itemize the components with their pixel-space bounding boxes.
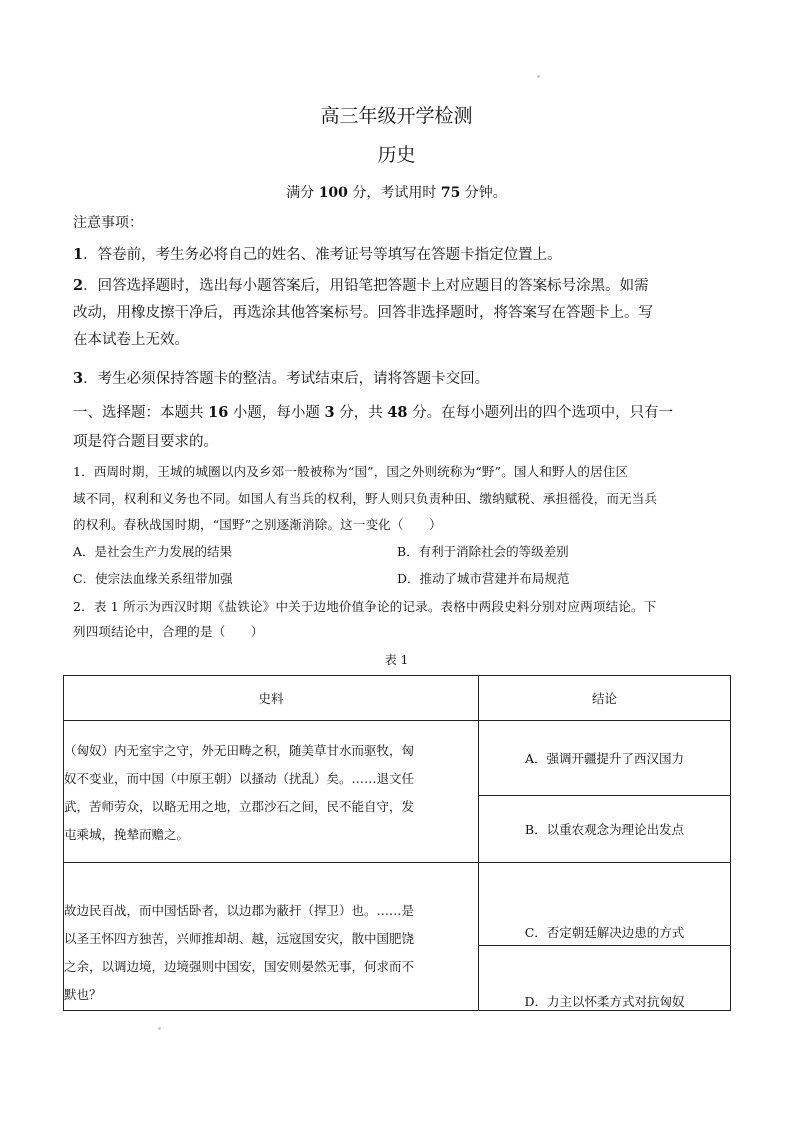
source-2-cell bbox=[64, 863, 479, 1011]
scan-speck bbox=[158, 1027, 161, 1030]
q2-line-2: 列四项结论中，合理的是（ ） bbox=[73, 624, 264, 639]
q1-line-3: 的权利。春秋战国时期，“国野”之别逐渐消除。这一变化（ ） bbox=[73, 517, 442, 532]
note-3 bbox=[73, 367, 489, 388]
section-count: 16 bbox=[208, 404, 229, 421]
section-heading-line-2: 项是符合题目要求的。 bbox=[73, 434, 218, 450]
section-text-c: 分，共 bbox=[339, 405, 383, 421]
q1-line-2: 域不同，权利和义务也不同。如国人有当兵的权利，野人则只负责种田、缴纳赋税、承担徭役，而无当兵 bbox=[73, 491, 658, 506]
section-text-b: 小题，每小题 bbox=[232, 405, 320, 421]
section-text-a: 一、选择题：本题共 bbox=[73, 405, 204, 421]
score-prefix: 满分 bbox=[286, 185, 315, 201]
table-header-source: 史料 bbox=[64, 676, 479, 721]
note-2-num: 2 bbox=[73, 277, 84, 294]
note-2-text-1: ．回答选择题时，选出每小题答案后，用铅笔把答题卡上对应题目的答案标号涂黑。如需 bbox=[83, 278, 649, 294]
source-1-line: 奴不变业，而中国（中原王朝）以搔动（扰乱）矣。……退文任 bbox=[64, 771, 415, 786]
score-middle: 分，考试用时 bbox=[352, 185, 437, 201]
subject-title: 历史 bbox=[377, 144, 416, 166]
q1-option-d: D．推动了城市营建并布局规范 bbox=[397, 571, 570, 586]
score-suffix: 分钟。 bbox=[464, 185, 507, 201]
score-info bbox=[0, 182, 793, 202]
source-1-line: 屯乘城，挽辇而赡之。 bbox=[64, 827, 190, 842]
section-total: 48 bbox=[387, 404, 408, 421]
note-3-text: ．考生必须保持答题卡的整洁。考试结束后，请将答题卡交回。 bbox=[83, 371, 490, 387]
q1-option-a: A．是社会生产力发展的结果 bbox=[73, 544, 233, 559]
source-1-line: （匈奴）内无室宇之守，外无田畴之积，随美草甘水而驱牧，匈 bbox=[64, 743, 415, 758]
note-1 bbox=[73, 243, 562, 264]
conclusion-c: C．否定朝廷解决边患的方式 bbox=[479, 863, 731, 946]
source-2-line: 以圣王怀四方独苦，兴师推却胡、越，远寇国安灾，散中国肥饶 bbox=[64, 931, 415, 946]
note-3-num: 3 bbox=[73, 370, 84, 387]
q2-line-1: 2．表 1 所示为西汉时期《盐铁论》中关于边地价值争论的记录。表格中两段史料分别对应两项结论。下 bbox=[73, 599, 657, 614]
scan-speck bbox=[537, 75, 540, 78]
note-1-num: 1 bbox=[73, 246, 84, 263]
note-2-line-2: 改动，用橡皮擦干净后，再选涂其他答案标号。回答非选择题时，将答案写在答题卡上。写 bbox=[73, 305, 653, 321]
conclusion-d: D．力主以怀柔方式对抗匈奴 bbox=[479, 946, 731, 1011]
note-2-line-1 bbox=[73, 274, 649, 295]
source-1-cell bbox=[64, 721, 479, 863]
conclusion-a: A．强调开疆提升了西汉国力 bbox=[479, 721, 731, 796]
table-header-conclusion: 结论 bbox=[479, 676, 731, 721]
source-1-line: 武，苦师劳众，以略无用之地，立郡沙石之间，民不能自守，发 bbox=[64, 799, 415, 814]
table-caption: 表 1 bbox=[384, 653, 409, 667]
q1-option-c: C．使宗法血缘关系纽带加强 bbox=[73, 571, 233, 586]
section-heading bbox=[73, 401, 673, 422]
q1-line-1: 1．西周时期，王城的城圈以内及乡郊一般被称为“国”，国之外则统称为“野”。国人和野人的居住区 bbox=[73, 464, 629, 479]
score-time: 75 bbox=[440, 185, 461, 201]
note-1-text: ．答卷前，考生务必将自己的姓名、准考证号等填写在答题卡指定位置上。 bbox=[83, 247, 562, 263]
source-2-line: 默也？ bbox=[64, 987, 102, 1002]
q1-option-b: B．有利于消除社会的等级差别 bbox=[397, 544, 569, 559]
notes-heading: 注意事项： bbox=[73, 215, 143, 231]
section-text-d: 分。在每小题列出的四个选项中，只有一 bbox=[412, 405, 674, 421]
source-2-line: 故边民百战，而中国恬卧者，以边郡为蔽扞（捍卫）也。……是 bbox=[64, 903, 415, 918]
note-2-line-3: 在本试卷上无效。 bbox=[73, 332, 189, 348]
source-table bbox=[63, 675, 731, 1011]
score-total: 100 bbox=[318, 185, 348, 201]
section-points: 3 bbox=[324, 404, 335, 421]
exam-title: 高三年级开学检测 bbox=[320, 105, 473, 127]
source-2-line: 之余，以调边境，边境强则中国安，国安则晏然无事，何求而不 bbox=[64, 959, 415, 974]
conclusion-b: B．以重农观念为理论出发点 bbox=[479, 796, 731, 863]
